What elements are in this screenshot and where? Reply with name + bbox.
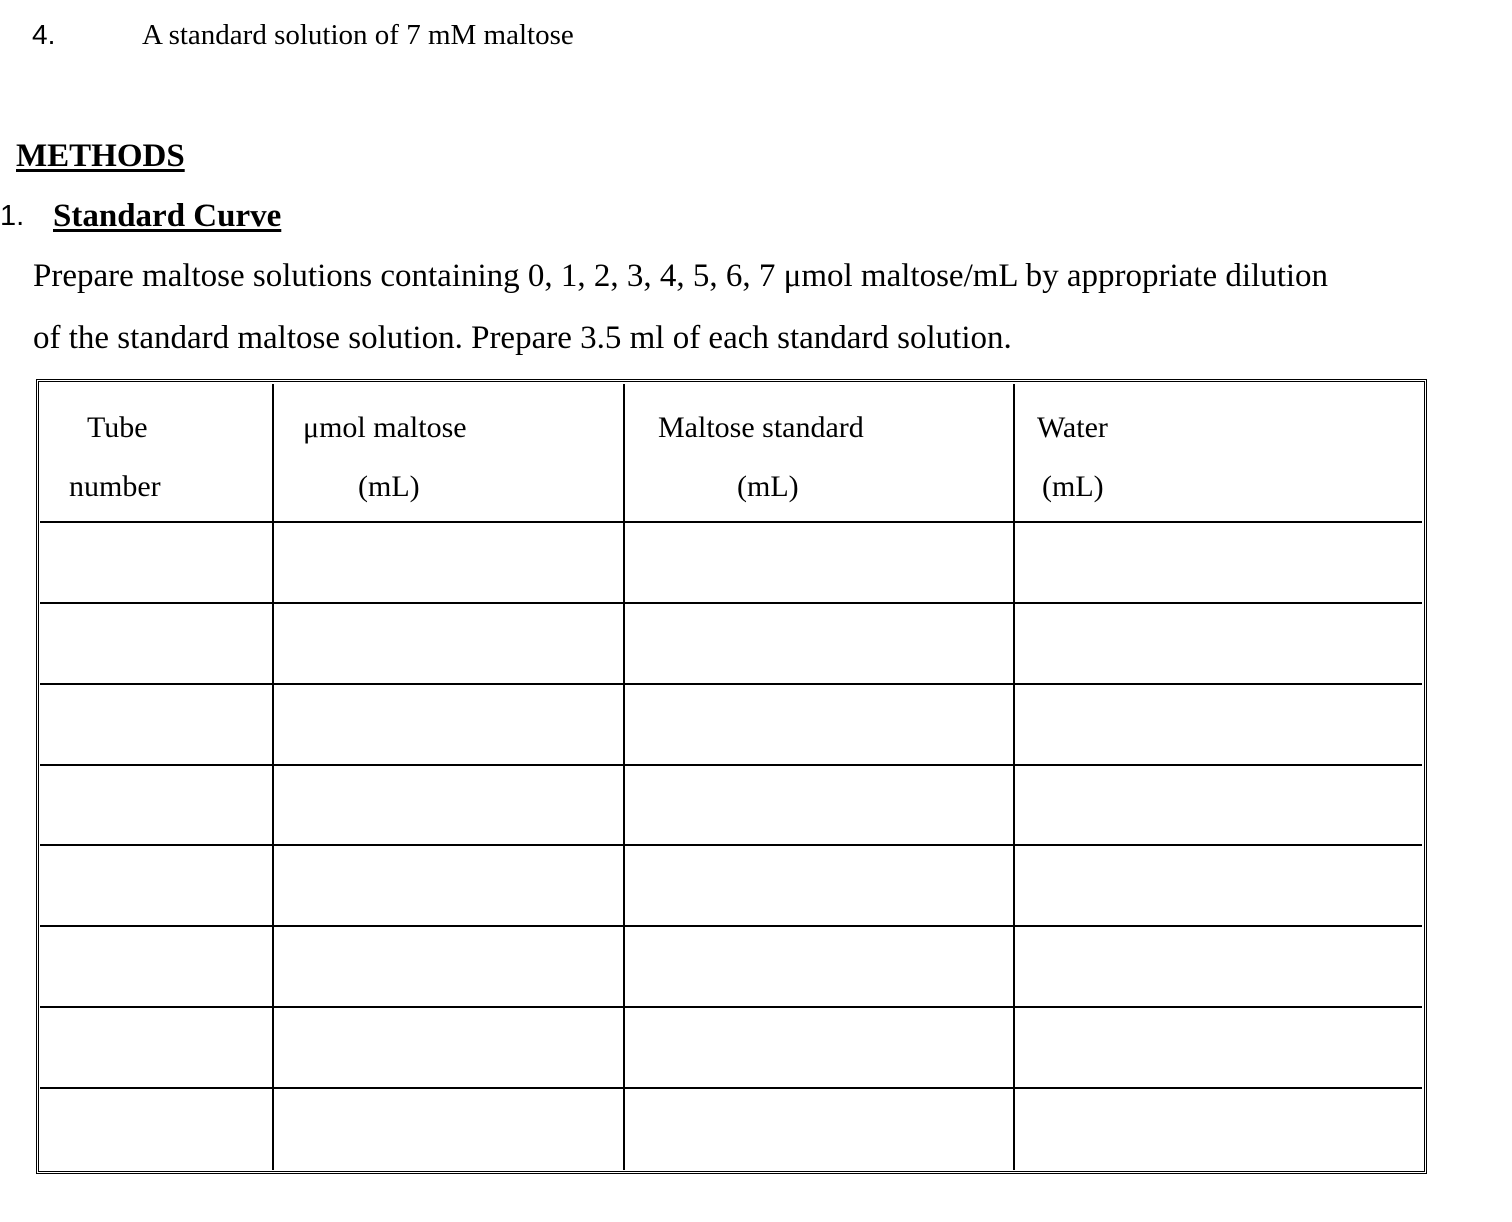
table-cell [275,605,622,682]
table-cell [1016,605,1421,682]
table-cell [43,928,271,1005]
list-item-text: A standard solution of 7 mM maltose [142,19,574,51]
table-cell [275,847,622,924]
column-header-water-line1: Water [1037,411,1108,444]
table-cell [626,1009,1012,1086]
column-header-standard-line1: Maltose standard [658,411,864,444]
table-cell [1016,1090,1421,1167]
table-cell [43,767,271,844]
table-cell [275,524,622,601]
column-header-water-line2: (mL) [1042,470,1104,503]
table-column-rule [623,384,625,1170]
subsection-title: Standard Curve [53,198,282,234]
table-cell [43,1009,271,1086]
table-cell [1016,524,1421,601]
column-header-tube-line1: Tube [87,411,148,444]
table-cell [1016,847,1421,924]
paragraph-line: Prepare maltose solutions containing 0, 1, 2, 3, 4, 5, 6, 7 μmol maltose/mL by appropriate dilution [33,258,1329,294]
table-cell [275,767,622,844]
section-heading: METHODS [16,138,185,174]
table-rule [40,764,1422,766]
subsection-number: 1. [0,200,25,232]
table-cell [626,605,1012,682]
column-header-tube-line2: number [69,470,161,503]
table-cell [1016,767,1421,844]
table-cell [626,686,1012,763]
table-cell [43,1090,271,1167]
table-cell [43,605,271,682]
table-cell [1016,1009,1421,1086]
table-cell [43,524,271,601]
paragraph-line: of the standard maltose solution. Prepare 3.5 ml of each standard solution. [33,320,1012,356]
table-rule [40,925,1422,927]
table-cell [43,686,271,763]
table-cell [626,767,1012,844]
column-header-standard-line2: (mL) [737,470,799,503]
table-rule [40,1006,1422,1008]
table-cell [275,1090,622,1167]
table-cell [626,1090,1012,1167]
table-rule [40,683,1422,685]
table-cell [275,686,622,763]
column-header-umol-line1: μmol maltose [303,411,467,444]
table-cell [275,1009,622,1086]
column-header-umol-line2: (mL) [358,470,420,503]
table-rule [40,1087,1422,1089]
table-cell [626,928,1012,1005]
table-rule [40,602,1422,604]
table-cell [43,847,271,924]
table-rule [40,521,1422,523]
table-column-rule [1013,384,1015,1170]
list-number: 4. [32,19,56,50]
table-cell [275,928,622,1005]
table-cell [626,847,1012,924]
table-cell [1016,928,1421,1005]
table-rule [40,844,1422,846]
table-column-rule [272,384,274,1170]
table-cell [626,524,1012,601]
table-cell [1016,686,1421,763]
